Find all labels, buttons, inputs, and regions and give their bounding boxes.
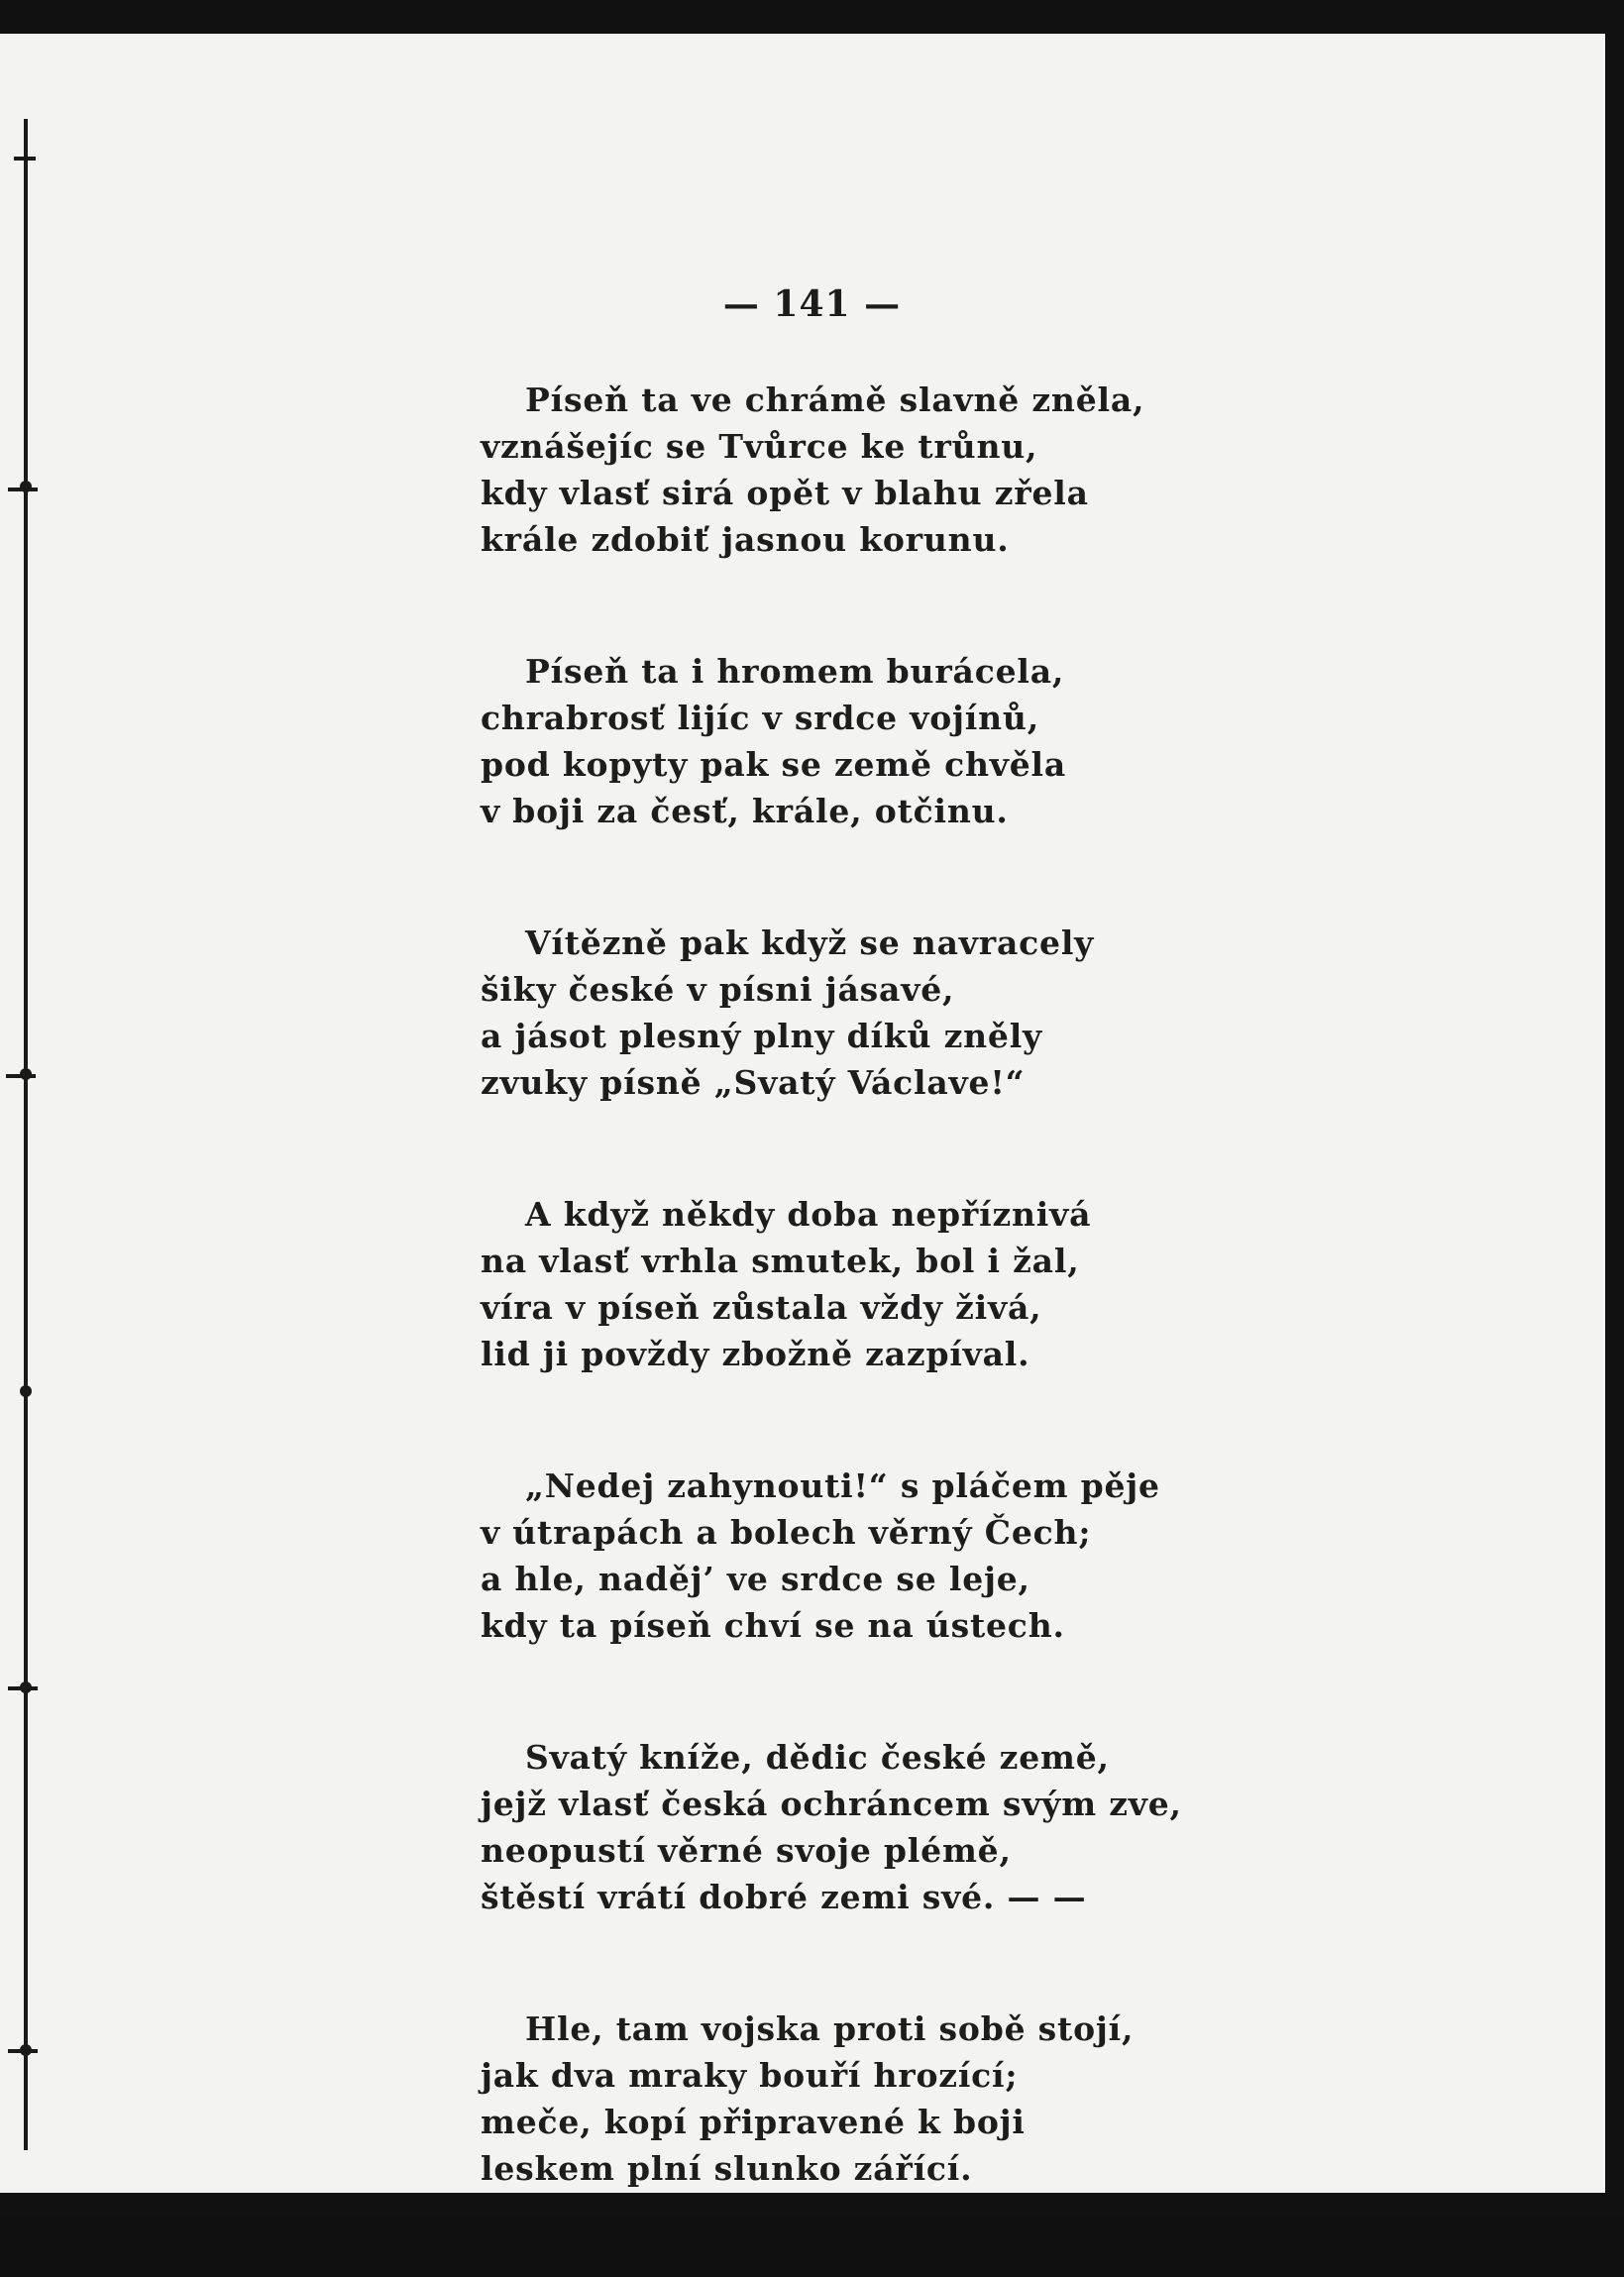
stanza [481,1463,1491,1649]
poem-line: jak dva mraky bouří hrozící; [481,2056,1019,2095]
stanza [481,648,1491,834]
page-number: — 141 — [722,283,902,325]
poem-line: leskem plní slunko zářící. [481,2149,973,2188]
poem-line: šiky české v písni jásavé, [481,970,955,1009]
poem-line: v útrapách a bolech věrný Čech; [481,1513,1092,1552]
poem-line: jejž vlasť česká ochráncem svým zve, [481,1785,1182,1823]
poem-line: lid ji povždy zbožně zazpíval. [481,1335,1030,1373]
poem-line: neopustí věrné svoje plémě, [481,1831,1012,1870]
poem-line: Svatý kníže, dědic české země, [525,1738,1110,1777]
stanza [481,920,1491,1106]
stanza [481,2006,1491,2192]
binding-mark [14,157,36,161]
poem-line: na vlasť vrhla smutek, bol i žal, [481,1242,1080,1280]
scan-border-right [1605,0,1624,2218]
poem-line: Vítězně pak když se navracely [525,923,1095,962]
poem-line: kdy ta píseň chví se na ústech. [481,1606,1065,1645]
binding-mark [8,488,38,491]
poem-line: zvuky písně „Svatý Václave!“ [481,1063,1026,1102]
poem-line: meče, kopí připravené k boji [481,2103,1026,2141]
binding-mark [20,1385,32,1397]
poem-line: A když někdy doba nepříznivá [525,1195,1092,1234]
poem-line: vznášejíc se Tvůrce ke trůnu, [481,427,1038,466]
poem-line: a jásot plesný plny díků zněly [481,1017,1043,1055]
scan-border-top [0,0,1624,34]
poem-line: krále zdobiť jasnou korunu. [481,520,1010,559]
binding-edge [24,119,28,2150]
poem-line: Hle, tam vojska proti sobě stojí, [525,2009,1135,2048]
binding-mark [6,1074,36,1078]
stanza [481,1734,1491,1920]
poem-line: „Nedej zahynouti!“ s pláčem pěje [525,1466,1160,1505]
poem-line: víra v píseň zůstala vždy živá, [481,1288,1042,1327]
poem-text [481,377,1491,2277]
stanza [481,1191,1491,1377]
stanza [481,377,1491,563]
poem-line: pod kopyty pak se země chvěla [481,745,1067,784]
poem-line: kdy vlasť sirá opět v blahu zřela [481,474,1089,512]
poem-line: chrabrosť lijíc v srdce vojínů, [481,699,1039,737]
poem-line: v boji za česť, krále, otčinu. [481,792,1009,830]
binding-mark [8,1686,38,1690]
poem-line: Píseň ta i hromem burácela, [525,652,1065,691]
poem-line: štěstí vrátí dobré zemi své. — — [481,1878,1087,1916]
poem-line: a hle, naděj’ ve srdce se leje, [481,1560,1030,1598]
binding-mark [8,2049,38,2053]
poem-line: Píseň ta ve chrámě slavně zněla, [525,380,1145,419]
